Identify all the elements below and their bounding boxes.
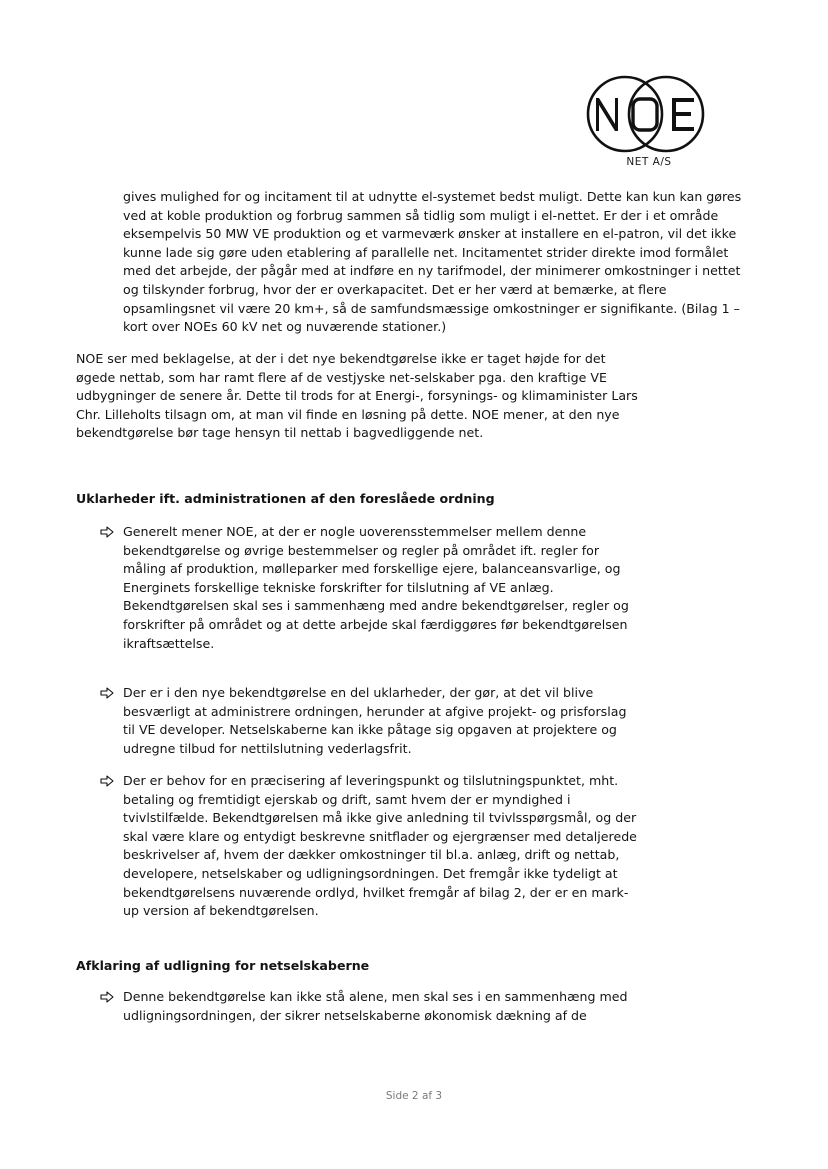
page-number: Side 2 af 3 bbox=[385, 1090, 443, 1102]
text-line: med det arbejde, der pågår med at indføre en ny tarifmodel, der minimerer omkostninger i nettet bbox=[123, 263, 741, 279]
text-line: gives mulighed for og incitament til at udnytte el-systemet bedst muligt. Dette kan kun kan gøres bbox=[123, 189, 742, 204]
text-line: Energinets forskellige tekniske forskrifter for tilslutning af VE anlæg. bbox=[123, 579, 554, 595]
text-line: tvivlstilfælde. Bekendtgørelsen må ikke give anledning til tvivlsspørgsmål, og der bbox=[123, 810, 637, 826]
noe-logo-icon bbox=[584, 72, 708, 156]
text-line: udligningsordningen, der sikrer netselskaberne økonomisk dækning af de bbox=[123, 1007, 587, 1023]
arrow-right-icon bbox=[100, 988, 114, 1006]
intro-paragraph bbox=[123, 188, 741, 337]
noe-logo bbox=[584, 72, 708, 176]
text-line: Chr. Lilleholts tilsagn om, at man vil finde en løsning på dette. NOE mener, at den nye bbox=[76, 406, 620, 422]
text-line: opsamlingsnet vil være 20 km+, så de samfundsmæssige omkostninger er signifikante. (Bilag 1 – bbox=[123, 300, 740, 316]
bullet-item bbox=[100, 772, 637, 921]
text-line: Der er behov for en præcisering af leveringspunkt og tilslutningspunktet, mht. bbox=[123, 773, 619, 788]
text-line: besværligt at administrere ordningen, herunder at afgive projekt- og prisforslag bbox=[123, 703, 627, 719]
text-line: developere, netselskaber og udligningsordningen. Det fremgår ikke tydeligt at bbox=[123, 865, 618, 881]
text-line: bekendtgørelsens nuværende ordlyd, hvilket fremgår af bilag 2, der er en mark- bbox=[123, 884, 629, 900]
bullet-text bbox=[123, 988, 628, 1025]
section-heading-administration: Uklarheder ift. administrationen af den foreslåede ordning bbox=[76, 491, 495, 506]
text-line: eksempelvis 50 MW VE produktion og et varmeværk ønsker at installere en el-patron, vil det ikke bbox=[123, 226, 737, 242]
nettab-paragraph bbox=[76, 350, 638, 443]
text-line: til VE developer. Netselskaberne kan ikke påtage sig opgaven at projektere og bbox=[123, 722, 617, 738]
text-line: måling af produktion, mølleparker med forskellige ejere, balanceansvarlige, og bbox=[123, 561, 621, 577]
text-line: udbygninger de senere år. Dette til trods for at Energi-, forsynings- og klimaminister Lars bbox=[76, 388, 638, 404]
bullet-text bbox=[123, 772, 637, 921]
logo-subtitle: NET A/S bbox=[626, 156, 672, 168]
text-line: beskrivelser af, hvem der dækker omkostninger til bl.a. anlæg, drift og nettab, bbox=[123, 847, 620, 863]
text-line: udregne tilbud for nettilslutning vederlagsfrit. bbox=[123, 740, 412, 756]
arrow-right-icon bbox=[100, 684, 114, 702]
text-line: bekendtgørelse og øvrige bestemmelser og regler på området ift. regler for bbox=[123, 542, 600, 558]
bullet-item bbox=[100, 988, 628, 1025]
text-line: skal være klare og entydigt beskrevne snitflader og ejergrænser med detaljerede bbox=[123, 828, 637, 844]
text-line: øgede nettab, som har ramt flere af de vestjyske net-selskaber pga. den kraftige VE bbox=[76, 369, 607, 385]
text-line: ved at koble produktion og forbrug sammen så tidlig som muligt i el-nettet. Er der i et område bbox=[123, 207, 719, 223]
bullet-text bbox=[123, 684, 626, 758]
text-line: ikraftsættelse. bbox=[123, 635, 215, 651]
arrow-right-icon bbox=[100, 523, 114, 541]
text-line: betaling og fremtidigt ejerskab og drift, samt hvem der er myndighed i bbox=[123, 791, 571, 807]
text-line: Der er i den nye bekendtgørelse en del uklarheder, der gør, at det vil blive bbox=[123, 685, 594, 700]
text-line: Generelt mener NOE, at der er nogle uoverensstemmelser mellem denne bbox=[123, 524, 587, 539]
text-line: Bekendtgørelsen skal ses i sammenhæng med andre bekendtgørelser, regler og bbox=[123, 598, 629, 614]
text-line: Denne bekendtgørelse kan ikke stå alene, men skal ses i en sammenhæng med bbox=[123, 989, 628, 1004]
text-line: og tilskynder forbrug, hvor der er overkapacitet. Det er her værd at bemærke, at flere bbox=[123, 281, 667, 297]
text-line: kunne lade sig gøre uden etablering af parallelle net. Incitamentet strider direkte imod formålet bbox=[123, 244, 729, 260]
text-line: up version af bekendtgørelsen. bbox=[123, 903, 319, 919]
bullet-item bbox=[100, 684, 626, 758]
text-line: bekendtgørelse bør tage hensyn til nettab i bagvedliggende net. bbox=[76, 425, 484, 441]
text-line: forskrifter på området og at dette arbejde skal færdiggøres før bekendtgørelsen bbox=[123, 616, 628, 632]
section-heading-udligning: Afklaring af udligning for netselskaberne bbox=[76, 958, 370, 973]
bullet-text bbox=[123, 523, 629, 653]
arrow-right-icon bbox=[100, 772, 114, 790]
text-line: NOE ser med beklagelse, at der i det nye bekendtgørelse ikke er taget højde for det bbox=[76, 351, 606, 366]
text-line: kort over NOEs 60 kV net og nuværende stationer.) bbox=[123, 319, 447, 335]
bullet-item bbox=[100, 523, 629, 653]
